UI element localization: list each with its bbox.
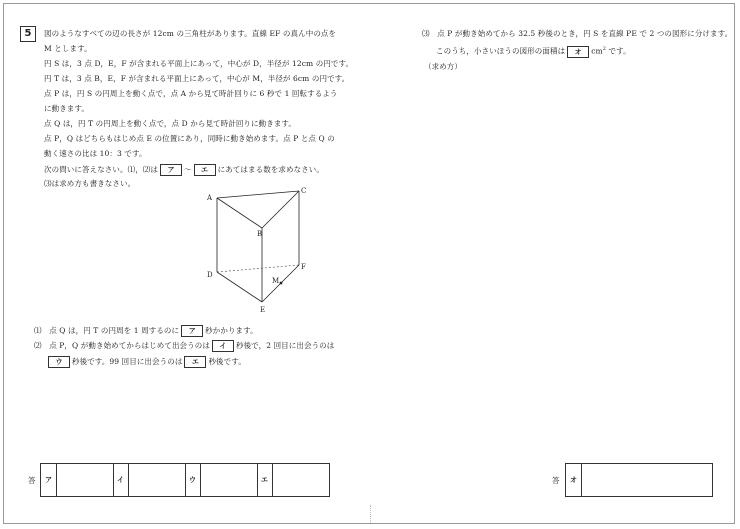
- instruction-text: 次の問いに答えなさい。⑴，⑵は: [44, 165, 158, 174]
- question-2-text-mid2: 秒後です。99 回目に出会うのは: [72, 357, 183, 366]
- intro-line: 円 T は，3 点 B，E，F が含まれる平面上にあって，中心が M，半径が 6cm の円です。: [44, 74, 350, 83]
- edge-de: [217, 272, 262, 302]
- intro-line: 図のようなすべての辺の長さが 12cm の三角柱があります。直線 EF の真ん中の点を: [44, 29, 337, 38]
- edge-ab: [217, 198, 262, 228]
- blank-i: イ: [212, 340, 234, 352]
- question-1-text-end: 秒かかります。: [205, 326, 258, 335]
- answer-label-right: 答: [552, 476, 560, 485]
- label-m: M: [272, 277, 280, 285]
- blank-o: オ: [567, 46, 589, 58]
- method-label: （求め方）: [424, 62, 462, 71]
- label-a: A: [207, 194, 213, 202]
- instruction-tilde: ～: [184, 165, 192, 174]
- area-unit: cm: [591, 46, 603, 56]
- point-m: [280, 282, 283, 285]
- page-divider: [370, 505, 372, 523]
- intro-line: 点 P，Q はどちらもはじめ点 E の位置にあり，同時に動き始めます。点 P と点 Q の: [44, 134, 335, 143]
- edge-df-hidden: [217, 265, 299, 272]
- label-e: E: [260, 306, 266, 314]
- question-2: [34, 340, 334, 352]
- question-2-text: ⑵ 点 P，Q が動き始めてからはじめて出会うのは: [34, 341, 210, 350]
- question-3-text: このうち，小さいほうの図形の面積は: [436, 46, 566, 56]
- question-3: ⑶ 点 P が動き始めてから 32.5 秒後のとき，円 S を直線 PE で 2 つの図形に分けます。: [422, 29, 733, 38]
- label-c: C: [301, 187, 307, 195]
- instruction-line-2: ⑶は求め方も書きなさい。: [44, 179, 136, 188]
- area-unit-exponent: 2: [602, 46, 606, 52]
- instruction-text: にあてはまる数を求めなさい。: [217, 165, 325, 174]
- instruction-line: [44, 164, 324, 176]
- question-1-text: ⑴ 点 Q は，円 T の円周を 1 周するのに: [34, 326, 180, 335]
- question-3-text-end: です。: [606, 46, 631, 56]
- intro-line: 円 S は，3 点 D，E，F が含まれる平面上にあって，中心が D，半径が 12cm の円です。: [44, 59, 354, 68]
- edge-ac: [217, 191, 299, 198]
- blank-e: エ: [184, 356, 206, 368]
- question-1: [34, 325, 258, 337]
- label-d: D: [207, 271, 213, 279]
- blank-e: エ: [194, 164, 216, 176]
- answer-tag-e: エ: [257, 464, 273, 496]
- question-2-text-end: 秒後です。: [208, 357, 246, 366]
- answer-tag-o: オ: [566, 464, 582, 496]
- answer-box-o: [565, 463, 713, 497]
- answer-tag-u: ウ: [185, 464, 201, 496]
- question-2-text-mid: 秒後で，2 回目に出会うのは: [235, 341, 335, 350]
- label-f: F: [301, 263, 306, 271]
- blank-a: ア: [181, 325, 203, 337]
- blank-u: ウ: [48, 356, 70, 368]
- label-b: B: [257, 230, 263, 238]
- edge-bc: [262, 191, 299, 228]
- question-2-cont: [46, 356, 246, 368]
- intro-line: 点 Q は，円 T の円周上を動く点で，点 D から見て時計回りに動きます。: [44, 119, 297, 128]
- problem-number: 5: [20, 26, 36, 42]
- answer-label: 答: [28, 476, 36, 485]
- answer-tag-i: イ: [113, 464, 129, 496]
- prism-figure: [195, 185, 325, 320]
- blank-a: ア: [160, 164, 182, 176]
- answer-tag-a: ア: [41, 464, 57, 496]
- intro-line: M とします。: [44, 44, 92, 53]
- answer-row: [40, 463, 330, 497]
- intro-line: 点 P は，円 S の円周上を動く点で，点 A から見て時計回りに 6 秒で 1 回転するよう: [44, 89, 338, 98]
- question-3-cont: [436, 44, 631, 58]
- intro-line: 動く速さの比は 10：3 です。: [44, 149, 147, 158]
- intro-line: に動きます。: [44, 104, 89, 113]
